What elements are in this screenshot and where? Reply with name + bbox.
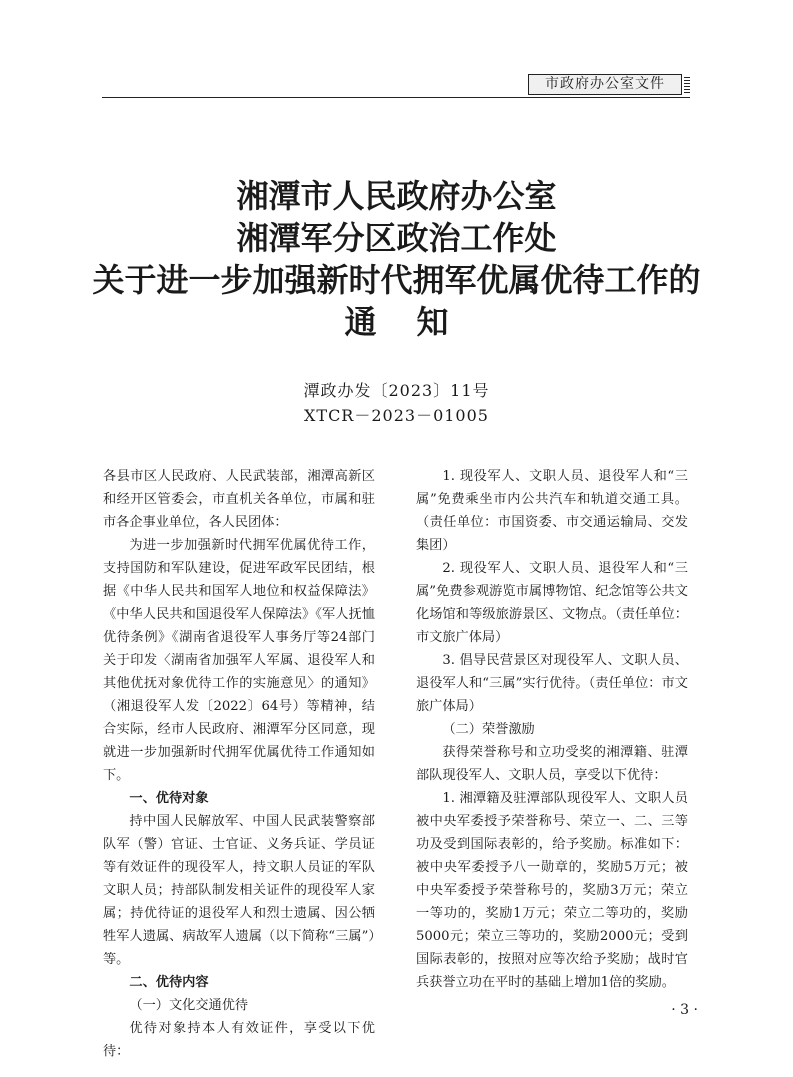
paragraph-benefits-intro: 优待对象持本人有效证件，享受以下优待： (103, 1021, 375, 1059)
document-number (60, 378, 733, 428)
list-item: 2. 现役军人、文职人员、退役军人和“三属”免费参观游览市属博物馆、纪念馆等公共文化场馆和等级旅游景区、文物点。（责任单位：市文旅广体局） (416, 561, 688, 645)
subsection-heading-2: （二）荣誉激励 (442, 722, 535, 737)
title-line-1: 湘潭市人民政府办公室 (236, 177, 557, 215)
section-heading-1: 一、优待对象 (129, 791, 209, 806)
subsection-heading-1: （一）文化交通优待 (129, 998, 249, 1013)
document-code-line: XTCR－2023－01005 (304, 406, 489, 425)
paragraph-honors-intro: 获得荣誉称号和立功受奖的湘潭籍、驻潭部队现役军人、文职人员，享受以下优待： (416, 745, 688, 783)
notice-title (60, 175, 733, 343)
section-heading-2: 二、优待内容 (129, 975, 209, 990)
addressee: 各县市区人民政府、人民武装部，湘潭高新区和经开区管委会，市直机关各单位，市属和驻市各企事业单位，各人民团体： (103, 469, 375, 530)
list-item: 1. 现役军人、文职人员、退役军人和“三属”免费乘坐市内公共汽车和轨道交通工具。（责任单位：市国资委、市交通运输局、交发集团） (416, 469, 688, 553)
intro-paragraph: 为进一步加强新时代拥军优属优待工作，支持国防和军队建设，促进军政军民团结，根据《中华人民共和国军人地位和权益保障法》《中华人民共和国退役军人保障法》《军人抚恤优待条例》《湖南省退役军人事务厅等24部门关于印发〈湖南省加强军人军属、退役军人和其他优抚对象优待工作的实施意见〉的通知》（湘退役军人发〔2022〕64号）等精神，结合实际，经市人民政府、湘潭军分区同意，现就进一步加强新时代拥军优属优待工作通知如下。 (103, 538, 375, 783)
title-line-2: 湘潭军分区政治工作处 (236, 219, 557, 257)
title-line-3: 关于进一步加强新时代拥军优属优待工作的 (92, 261, 701, 299)
right-column (416, 465, 688, 994)
title-line-4: 通知 (344, 303, 489, 341)
document-number-line-1: 潭政办发〔2023〕11号 (303, 381, 490, 400)
left-column (103, 465, 375, 1063)
header-divider (102, 97, 690, 98)
list-item: 3. 倡导民营景区对现役军人、文职人员、退役军人和“三属”实行优待。（责任单位：市文旅广体局） (416, 653, 688, 714)
page-number: · 3 · (671, 1002, 698, 1018)
document-category-label: 市政府办公室文件 (528, 74, 682, 95)
list-item: 1. 湘潭籍及驻潭部队现役军人、文职人员被中央军委授予荣誉称号、荣立一、二、三等功及受到国际表彰的，给予奖励。标准如下：被中央军委授予八一勋章的，奖励5万元；被中央军委授予荣誉称号的，奖励3万元；荣立一等功的，奖励1万元；荣立二等功的，奖励5000元；荣立三等功的，奖励2000元；受到国际表彰的，按照对应等次给予奖励；战时官兵获誉立功在平时的基础上增加1倍的奖励。 (416, 791, 688, 990)
paragraph-beneficiaries: 持中国人民解放军、中国人民武装警察部队军（警）官证、士官证、义务兵证、学员证等有效证件的现役军人，持文职人员证的军队文职人员；持部队制发相关证件的现役军人家属；持优待证的退役军人和烈士遗属、因公牺牲军人遗属、病故军人遗属（以下简称“三属”）等。 (103, 814, 375, 967)
